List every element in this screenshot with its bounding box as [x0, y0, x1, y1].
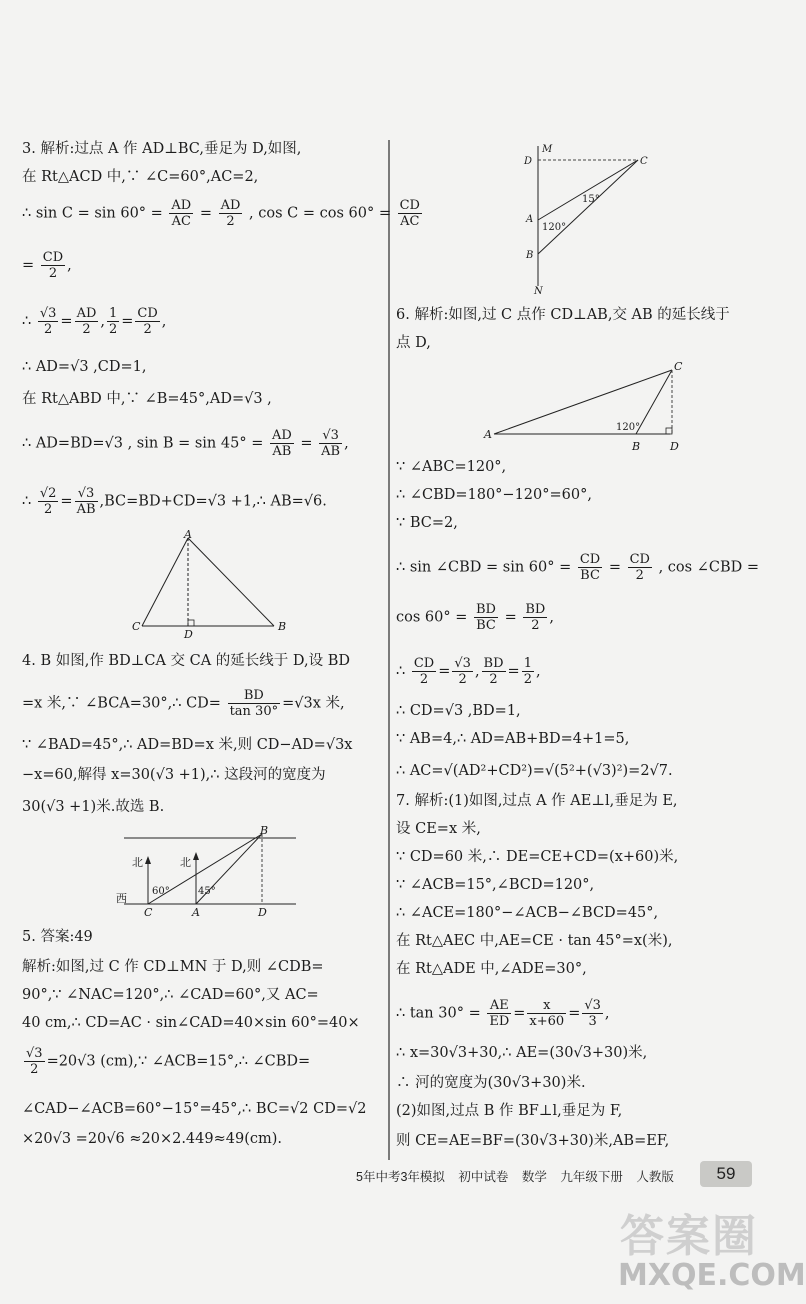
angle-120: 120°: [542, 222, 567, 233]
fraction: $\frac{1}{2}$: [523, 656, 532, 687]
label-d: D: [184, 628, 193, 641]
footer-edition: 人教版: [636, 1170, 674, 1184]
fraction: $\frac{CD}{2}$: [629, 552, 650, 583]
label-a: A: [192, 906, 200, 919]
label-d: D: [670, 440, 679, 453]
p3-line1: 3. 解析:过点 A 作 AD⊥BC,垂足为 D,如图,: [22, 141, 302, 157]
p7-line11: (2)如图,过点 B 作 BF⊥l,垂足为 F,: [396, 1103, 623, 1119]
label-b: B: [526, 250, 534, 261]
p7-line7: 在 Rt△ADE 中,∠ADE=30°,: [396, 961, 587, 977]
label-west: 西: [116, 892, 127, 905]
label-a: A: [526, 214, 534, 225]
fraction: $\frac{CD}{BC}$: [579, 552, 601, 583]
fraction: $\frac{AD}{AB}$: [271, 428, 292, 459]
footer-subject: 数学: [521, 1170, 547, 1184]
p5-line2: 解析:如图,过 C 作 CD⊥MN 于 D,则 ∠CDB=: [22, 959, 324, 975]
p7-line12: 则 CE=AE=BF=(30√3+30)米,AB=EF,: [396, 1133, 670, 1149]
fraction: $\frac{CD}{AC}$: [399, 198, 420, 229]
fraction: $\frac{AD}{2}$: [76, 306, 97, 337]
p4-line4: −x=60,解得 x=30(√3 +1),∴ 这段河的宽度为: [22, 767, 326, 783]
p7-line1: 7. 解析:(1)如图,过点 A 作 AE⊥l,垂足为 E,: [396, 793, 678, 809]
p6-line3: ∵ ∠ABC=120°,: [396, 459, 507, 475]
fraction: $\frac{√3}{2}$: [26, 1046, 43, 1077]
figure-triangle-abc-obtuse: [480, 360, 690, 452]
page-footer: [356, 1167, 684, 1185]
fraction: $\frac{√3}{AB}$: [321, 428, 341, 459]
p7-line4: ∵ ∠ACB=15°,∠BCD=120°,: [396, 877, 595, 893]
p5-line4: 40 cm,∴ CD=AC · sin∠CAD=40×sin 60°=40×: [22, 1015, 360, 1031]
fraction: $\frac{CD}{2}$: [137, 306, 158, 337]
angle-60: 60°: [152, 886, 170, 897]
footer-series: 初中试卷: [458, 1170, 509, 1184]
label-c: C: [132, 620, 141, 633]
label-d: D: [258, 906, 267, 919]
p3-line7: 在 Rt△ABD 中,∵ ∠B=45°,AD=√3 ,: [22, 391, 272, 407]
fraction: $\frac{CD}{2}$: [42, 250, 64, 281]
p7-line2: 设 CE=x 米,: [396, 821, 481, 837]
p3-line9: ∴ $\frac{√2}{2}$ = $\frac{√3}{AB}$ ,BC=BD+CD=√3 +1,∴ AB=√6.: [22, 486, 327, 517]
p6-line8: ∴ $\frac{CD}{2}$ = $\frac{√3}{2}$ , $\frac{BD}{2}$ = $\frac{1}{2}$ ,: [396, 656, 541, 687]
label-d: D: [524, 156, 533, 167]
watermark-url: MXQE.COM: [618, 1258, 806, 1293]
angle-45: 45°: [198, 886, 216, 897]
fraction: $\frac{√3}{AB}$: [76, 486, 96, 517]
label-c: C: [640, 156, 648, 167]
fraction: $\frac{√3}{2}$: [39, 306, 57, 337]
p4-line1: 4. B 如图,作 BD⊥CA 交 CA 的延长线于 D,设 BD: [22, 653, 351, 669]
fraction: $\frac{AD}{2}$: [220, 198, 241, 229]
p6-line2: 点 D,: [396, 335, 431, 351]
fraction: $\frac{1}{2}$: [108, 306, 118, 337]
footer-book: 5年中考3年模拟: [356, 1170, 445, 1184]
p6-line5: ∵ BC=2,: [396, 515, 458, 531]
p7-line8: ∴ tan 30° = $\frac{AE}{ED}$ = $\frac{x}{x+60}$ = $\frac{√3}{3}$ ,: [396, 998, 610, 1029]
angle-15: 15°: [582, 194, 600, 205]
fraction: $\frac{√3}{2}$: [454, 656, 471, 687]
p5-line3: 90°,∵ ∠NAC=120°,∴ ∠CAD=60°,又 AC=: [22, 987, 319, 1003]
page-number: 59: [700, 1161, 752, 1187]
angle-120: 120°: [616, 422, 641, 433]
p5-line6: ∠CAD−∠ACB=60°−15°=45°,∴ BC=√2 CD=√2: [22, 1101, 367, 1117]
p6-line10: ∵ AB=4,∴ AD=AB+BD=4+1=5,: [396, 731, 630, 747]
label-n: N: [534, 286, 543, 297]
p6-line7: cos 60° = $\frac{BD}{BC}$ = $\frac{BD}{2}$ ,: [396, 602, 554, 633]
fraction: $\frac{√3}{3}$: [584, 998, 601, 1029]
column-divider: [388, 140, 390, 1160]
label-m: M: [542, 144, 553, 155]
p5-line5: $\frac{√3}{2}$ =20√3 (cm),∵ ∠ACB=15°,∴ ∠CBD=: [26, 1046, 311, 1077]
label-north-1: 北: [132, 856, 143, 869]
p7-line10: ∴ 河的宽度为(30√3+30)米.: [396, 1075, 586, 1091]
p5-line7: ×20√3 =20√6 ≈20×2.449≈49(cm).: [22, 1131, 283, 1147]
fraction: $\frac{BD}{2}$: [525, 602, 546, 633]
fraction: $\frac{AE}{ED}$: [489, 998, 510, 1029]
label-a: A: [184, 528, 192, 541]
p3-line4: = $\frac{CD}{2}$ ,: [22, 250, 72, 281]
p7-line6: 在 Rt△AEC 中,AE=CE · tan 45°=x(米),: [396, 933, 673, 949]
p3-line5: ∴ $\frac{√3}{2}$ = $\frac{AD}{2}$ , $\frac{1}{2}$ = $\frac{CD}{2}$ ,: [22, 306, 167, 337]
footer-grade: 九年级下册: [560, 1170, 623, 1184]
fraction: $\frac{BD}{2}$: [483, 656, 504, 687]
p6-line6: ∴ sin ∠CBD = sin 60° = $\frac{CD}{BC}$ = $\frac{CD}{2}$ , cos ∠CBD =: [396, 552, 759, 583]
label-b: B: [278, 620, 287, 633]
p6-line1: 6. 解析:如图,过 C 点作 CD⊥AB,交 AB 的延长线于: [396, 307, 730, 323]
figure-triangle-abc: [132, 530, 312, 640]
label-b: B: [260, 824, 269, 837]
p7-line5: ∴ ∠ACE=180°−∠ACB−∠BCD=45°,: [396, 905, 659, 921]
p4-line5: 30(√3 +1)米.故选 B.: [22, 799, 165, 815]
fraction: $\frac{x}{x+60}$: [529, 998, 565, 1029]
p4-line2: =x 米,∵ ∠BCA=30°,∴ CD= $\frac{BD}{\tan 30^\circ}$ =√3x 米,: [22, 688, 345, 719]
p3-line3: ∴ sin C = sin 60° = $\frac{AD}{AC}$ = $\frac{AD}{2}$ , cos C = cos 60° = $\frac{CD}{AC}$: [22, 198, 420, 229]
p7-line3: ∵ CD=60 米,∴ DE=CE+CD=(x+60)米,: [396, 849, 679, 865]
label-north-2: 北: [180, 856, 191, 869]
watermark: [610, 1200, 806, 1300]
p5-line1: 5. 答案:49: [22, 929, 93, 945]
watermark-logo-text: 答案圈: [620, 1211, 758, 1262]
fraction: $\frac{AD}{AC}$: [171, 198, 192, 229]
p7-line9: ∴ x=30√3+30,∴ AE=(30√3+30)米,: [396, 1045, 648, 1061]
label-b: B: [632, 440, 641, 453]
p3-line8: ∴ AD=BD=√3 , sin B = sin 45° = $\frac{AD}{AB}$ = $\frac{√3}{AB}$ ,: [22, 428, 349, 459]
p6-line4: ∴ ∠CBD=180°−120°=60°,: [396, 487, 592, 503]
fraction: $\frac{BD}{BC}$: [475, 602, 496, 633]
p4-line3: ∵ ∠BAD=45°,∴ AD=BD=x 米,则 CD−AD=√3x: [22, 737, 353, 753]
figure-river-width: [110, 822, 310, 919]
fraction: $\frac{√2}{2}$: [39, 486, 57, 517]
label-c: C: [144, 906, 153, 919]
p6-line11: ∴ AC=√(AD²+CD²)=√(5²+(√3)²)=2√7.: [396, 763, 673, 779]
label-a: A: [484, 428, 492, 441]
label-c: C: [674, 360, 683, 373]
fraction: $\frac{BD}{\tan 30^\circ}$: [229, 688, 279, 719]
p3-line6: ∴ AD=√3 ,CD=1,: [22, 359, 147, 375]
figure-mn-line: [516, 142, 656, 297]
fraction: $\frac{CD}{2}$: [413, 656, 435, 687]
p3-line2: 在 Rt△ACD 中,∵ ∠C=60°,AC=2,: [22, 169, 259, 185]
p6-line9: ∴ CD=√3 ,BD=1,: [396, 703, 521, 719]
